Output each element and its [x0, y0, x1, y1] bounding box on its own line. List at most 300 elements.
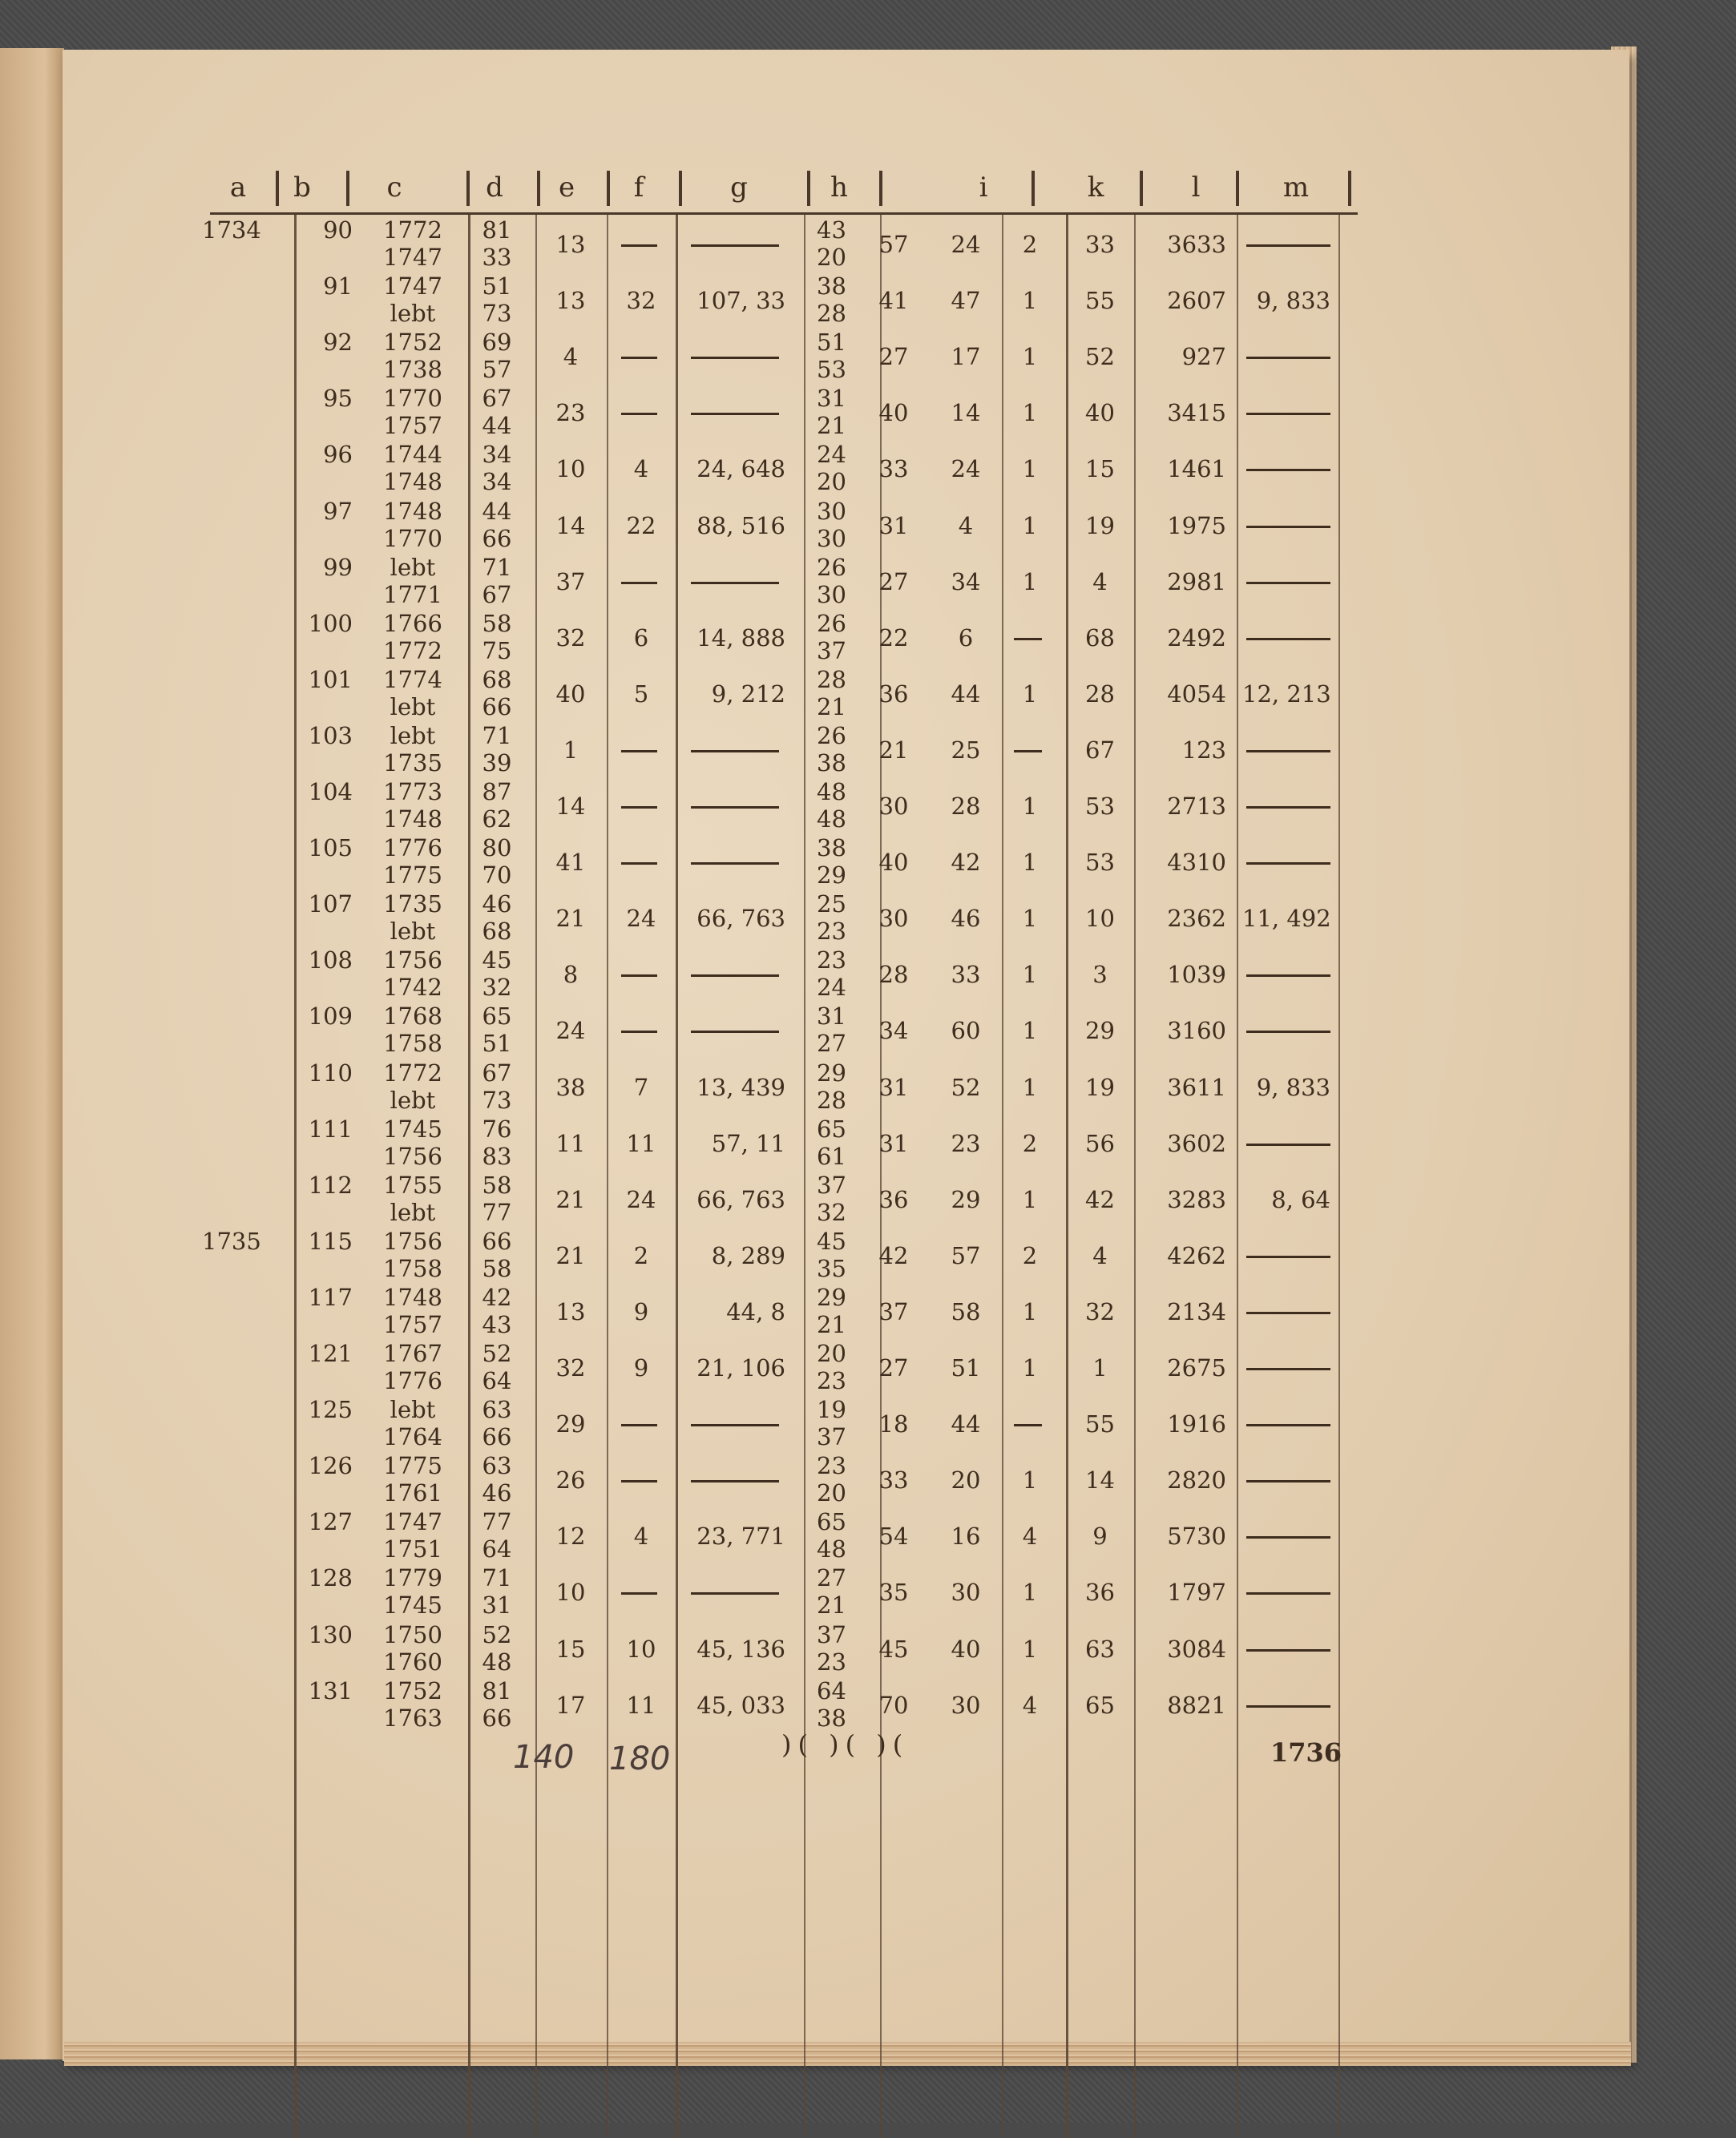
- cell-c-lower: 1748: [383, 468, 442, 496]
- cell-d-upper: 87: [482, 778, 512, 805]
- cell-i: 34: [878, 1017, 909, 1045]
- cell-i2: 57: [951, 1241, 981, 1269]
- cell-i3: 1: [1022, 511, 1038, 539]
- cell-c-upper: 1752: [383, 329, 442, 357]
- cell-l: 3084: [1167, 1635, 1226, 1663]
- cell-h-lower: 35: [817, 1254, 846, 1282]
- header-g: g: [730, 171, 748, 204]
- cell-d-upper: 51: [482, 272, 512, 301]
- cell-i: 45: [878, 1635, 909, 1663]
- cell-h-lower: 21: [817, 692, 846, 720]
- cell-d-lower: 66: [482, 1423, 512, 1451]
- cell-h-upper: 31: [817, 385, 846, 413]
- cell-l: 1797: [1167, 1579, 1226, 1607]
- cell-i2: 60: [951, 1017, 981, 1045]
- cell-d-upper: 65: [482, 1002, 512, 1031]
- cell-year: 1734: [202, 216, 261, 244]
- header-c: c: [386, 171, 402, 204]
- cell-h-upper: 29: [817, 1059, 846, 1087]
- cell-h-lower: 28: [817, 300, 846, 328]
- cell-i2: 14: [951, 399, 981, 427]
- cell-k: 36: [1085, 1579, 1115, 1607]
- cell-h-lower: 61: [817, 1142, 846, 1170]
- cell-i2: 25: [951, 736, 981, 764]
- cell-i: 27: [878, 1354, 909, 1382]
- table-row: [0, 890, 1736, 946]
- cell-e: 40: [555, 680, 586, 708]
- cell-k: 63: [1085, 1635, 1115, 1663]
- cell-c-upper: 1770: [383, 385, 442, 413]
- cell-k: 4: [1092, 1241, 1108, 1269]
- cell-g: 44, 8: [726, 1297, 785, 1325]
- cell-c-upper: lebt: [390, 1396, 436, 1424]
- cell-h-upper: 43: [817, 216, 846, 244]
- cell-d-lower: 64: [482, 1367, 512, 1394]
- cell-d-upper: 80: [482, 834, 512, 862]
- table-row: [0, 1284, 1736, 1340]
- empty-value-dash: [1246, 862, 1330, 865]
- cell-i3: 1: [1022, 1017, 1038, 1045]
- page-bottom-edge: [64, 2042, 1631, 2066]
- empty-value-dash: [621, 244, 657, 247]
- cell-b: 92: [323, 329, 353, 357]
- cell-h-upper: 64: [817, 1676, 846, 1704]
- cell-k: 40: [1085, 399, 1115, 427]
- cell-c-lower: 1748: [383, 805, 442, 833]
- cell-f: 6: [633, 623, 649, 651]
- cell-c-lower: 1770: [383, 524, 442, 552]
- cell-i2: 20: [951, 1466, 981, 1495]
- cell-i3: 1: [1022, 343, 1038, 371]
- cell-i3: 1: [1022, 1354, 1038, 1382]
- cell-h-lower: 21: [817, 412, 846, 440]
- table-row: [0, 216, 1736, 272]
- cell-h-lower: 30: [817, 524, 846, 552]
- cell-k: 53: [1085, 849, 1115, 877]
- cell-e: 8: [563, 961, 579, 989]
- empty-value-dash: [621, 806, 657, 809]
- empty-value-dash: [1246, 1031, 1330, 1033]
- cell-k: 56: [1085, 1129, 1115, 1157]
- cell-i3: 1: [1022, 1185, 1038, 1213]
- cell-i2: 52: [951, 1073, 981, 1101]
- cell-m: 12, 213: [1242, 680, 1331, 708]
- cell-c-upper: 1750: [383, 1620, 442, 1648]
- cell-f: 11: [626, 1691, 656, 1719]
- empty-value-dash: [1246, 413, 1330, 415]
- cell-i: 40: [878, 849, 909, 877]
- cell-h-lower: 37: [817, 1423, 846, 1451]
- cell-f: 5: [633, 680, 649, 708]
- cell-d-lower: 67: [482, 580, 512, 608]
- cell-e: 14: [555, 511, 586, 539]
- cell-c-lower: 1763: [383, 1704, 442, 1732]
- cell-i3: 1: [1022, 567, 1038, 595]
- cell-c-lower: lebt: [390, 1198, 436, 1226]
- empty-value-dash: [1246, 1480, 1330, 1482]
- cell-l: 2362: [1167, 905, 1226, 933]
- cell-i2: 4: [958, 511, 974, 539]
- cell-i: 27: [878, 567, 909, 595]
- table-row: [0, 1508, 1736, 1564]
- empty-value-dash: [691, 413, 779, 415]
- table-row: [0, 778, 1736, 834]
- cell-c-upper: 1755: [383, 1171, 442, 1199]
- table-row: [0, 1228, 1736, 1284]
- table-row: [0, 1621, 1736, 1677]
- cell-f: 10: [626, 1635, 656, 1663]
- cell-b: 97: [323, 497, 353, 525]
- cell-d-lower: 44: [482, 412, 512, 440]
- empty-value-dash: [621, 1424, 657, 1426]
- cell-c-upper: 1744: [383, 441, 442, 469]
- cell-i: 35: [878, 1579, 909, 1607]
- cell-l: 123: [1181, 736, 1226, 764]
- header-i: i: [979, 171, 988, 204]
- cell-i: 27: [878, 343, 909, 371]
- cell-d-lower: 66: [482, 524, 512, 552]
- cell-b: 99: [323, 553, 353, 581]
- cell-d-upper: 76: [482, 1115, 512, 1143]
- cell-c-upper: 1772: [383, 1059, 442, 1087]
- cell-d-upper: 71: [482, 553, 512, 581]
- cell-e: 14: [555, 793, 586, 820]
- cell-h-lower: 37: [817, 636, 846, 664]
- cell-h-lower: 20: [817, 1479, 846, 1507]
- cell-d-lower: 73: [482, 300, 512, 328]
- cell-k: 1: [1092, 1354, 1108, 1382]
- cell-g: 107, 33: [696, 287, 785, 315]
- cell-b: 109: [308, 1002, 353, 1031]
- cell-i: 54: [878, 1523, 909, 1551]
- cell-d-upper: 34: [482, 441, 512, 469]
- cell-d-lower: 48: [482, 1648, 512, 1676]
- cell-i2: 24: [951, 231, 981, 258]
- cell-l: 4054: [1167, 680, 1226, 708]
- cell-h-lower: 29: [817, 861, 846, 889]
- cell-d-upper: 81: [482, 1676, 512, 1704]
- empty-value-dash: [1246, 1536, 1330, 1539]
- cell-k: 3: [1092, 961, 1108, 989]
- cell-i: 36: [878, 1185, 909, 1213]
- cell-e: 21: [555, 1185, 586, 1213]
- cell-c-lower: lebt: [390, 918, 436, 946]
- cell-e: 37: [555, 567, 586, 595]
- header-m: m: [1282, 171, 1310, 204]
- table-row: [0, 834, 1736, 890]
- cell-b: 103: [308, 721, 353, 749]
- empty-value-dash: [1246, 1144, 1330, 1146]
- empty-value-dash: [1246, 1592, 1330, 1595]
- cell-h-upper: 38: [817, 272, 846, 301]
- cell-c-lower: 1757: [383, 1310, 442, 1338]
- table-row: [0, 1677, 1736, 1733]
- cell-h-lower: 48: [817, 805, 846, 833]
- handwritten-note-left: 140: [513, 1739, 575, 1776]
- cell-i3: 1: [1022, 961, 1038, 989]
- empty-value-dash: [691, 806, 779, 809]
- cell-i3: 1: [1022, 287, 1038, 315]
- cell-b: 100: [308, 609, 353, 637]
- cell-h-upper: 25: [817, 890, 846, 918]
- cell-i: 33: [878, 1466, 909, 1495]
- cell-h-upper: 23: [817, 946, 846, 974]
- empty-value-dash: [691, 1031, 779, 1033]
- cell-c-upper: 1772: [383, 216, 442, 244]
- cell-c-lower: 1745: [383, 1591, 442, 1620]
- cell-d-lower: 51: [482, 1030, 512, 1058]
- cell-d-lower: 31: [482, 1591, 512, 1620]
- empty-value-dash: [1246, 1256, 1330, 1258]
- empty-value-dash: [691, 750, 779, 752]
- cell-f: 24: [626, 1185, 656, 1213]
- table-row: [0, 1564, 1736, 1620]
- empty-value-dash: [691, 862, 779, 865]
- cell-d-lower: 32: [482, 974, 512, 1002]
- cell-c-lower: lebt: [390, 692, 436, 720]
- cell-d-upper: 81: [482, 216, 512, 244]
- cell-k: 52: [1085, 343, 1115, 371]
- cell-h-upper: 51: [817, 329, 846, 357]
- cell-i3: 1: [1022, 1073, 1038, 1101]
- table-row: [0, 1115, 1736, 1172]
- cell-i: 31: [878, 511, 909, 539]
- cell-i2: 46: [951, 905, 981, 933]
- cell-d-upper: 67: [482, 1059, 512, 1087]
- cell-i: 28: [878, 961, 909, 989]
- cell-k: 29: [1085, 1017, 1115, 1045]
- cell-h-lower: 27: [817, 1030, 846, 1058]
- cell-h-upper: 65: [817, 1115, 846, 1143]
- cell-i2: 16: [951, 1523, 981, 1551]
- empty-value-dash: [1246, 1312, 1330, 1314]
- cell-i2: 47: [951, 287, 981, 315]
- cell-e: 21: [555, 905, 586, 933]
- cell-k: 28: [1085, 680, 1115, 708]
- cell-c-upper: 1745: [383, 1115, 442, 1143]
- cell-c-upper: 1767: [383, 1340, 442, 1367]
- cell-c-upper: 1775: [383, 1452, 442, 1480]
- cell-m: 9, 833: [1256, 1073, 1330, 1101]
- cell-l: 3611: [1167, 1073, 1226, 1101]
- cell-i2: 44: [951, 1410, 981, 1438]
- table-row: [0, 722, 1736, 778]
- cell-k: 19: [1085, 1073, 1115, 1101]
- header-k: k: [1087, 171, 1104, 204]
- cell-e: 32: [555, 623, 586, 651]
- cell-b: 121: [308, 1340, 353, 1367]
- cell-i3: 1: [1022, 399, 1038, 427]
- cell-h-upper: 38: [817, 834, 846, 862]
- cell-k: 4: [1092, 567, 1108, 595]
- cell-l: 2134: [1167, 1297, 1226, 1325]
- cell-d-upper: 63: [482, 1396, 512, 1424]
- table-row: [0, 946, 1736, 1002]
- cell-i3: 2: [1022, 1129, 1038, 1157]
- cell-d-lower: 66: [482, 1704, 512, 1732]
- empty-value-dash: [1246, 750, 1330, 752]
- cell-i3: 2: [1022, 231, 1038, 258]
- empty-value-dash: [1014, 750, 1042, 752]
- cell-c-upper: 1774: [383, 665, 442, 693]
- cell-d-upper: 52: [482, 1340, 512, 1367]
- cell-c-upper: 1747: [383, 272, 442, 301]
- cell-i: 30: [878, 793, 909, 820]
- cell-i3: 1: [1022, 1466, 1038, 1495]
- cell-h-upper: 26: [817, 553, 846, 581]
- cell-c-upper: 1756: [383, 1227, 442, 1255]
- cell-d-lower: 39: [482, 748, 512, 777]
- cell-k: 32: [1085, 1297, 1115, 1325]
- cell-i: 57: [878, 231, 909, 258]
- cell-d-lower: 62: [482, 805, 512, 833]
- cell-f: 9: [633, 1354, 649, 1382]
- cell-l: 2713: [1167, 793, 1226, 820]
- cell-i2: 6: [958, 623, 974, 651]
- cell-k: 33: [1085, 231, 1115, 258]
- cell-g: 13, 439: [696, 1073, 785, 1101]
- header-a: a: [229, 171, 247, 204]
- cell-l: 3633: [1167, 231, 1226, 258]
- cell-g: 45, 033: [696, 1691, 785, 1719]
- cell-d-upper: 66: [482, 1227, 512, 1255]
- cell-d-upper: 69: [482, 329, 512, 357]
- cell-g: 24, 648: [696, 455, 785, 483]
- cell-b: 108: [308, 946, 353, 974]
- cell-c-lower: lebt: [390, 300, 436, 328]
- cell-d-lower: 57: [482, 356, 512, 384]
- table-row: [0, 329, 1736, 385]
- header-h: h: [830, 171, 848, 204]
- cell-c-lower: 1747: [383, 244, 442, 271]
- cell-h-upper: 29: [817, 1283, 846, 1311]
- cell-i3: 1: [1022, 455, 1038, 483]
- cell-d-upper: 42: [482, 1283, 512, 1311]
- cell-d-lower: 75: [482, 636, 512, 664]
- cell-k: 68: [1085, 623, 1115, 651]
- cell-c-lower: 1751: [383, 1535, 442, 1563]
- cell-e: 15: [555, 1635, 586, 1663]
- cell-e: 32: [555, 1354, 586, 1382]
- cell-h-upper: 30: [817, 497, 846, 525]
- cell-d-lower: 66: [482, 692, 512, 720]
- empty-value-dash: [1246, 1649, 1330, 1652]
- cell-b: 117: [308, 1283, 353, 1311]
- empty-value-dash: [621, 974, 657, 977]
- cell-d-upper: 68: [482, 665, 512, 693]
- cell-b: 130: [308, 1620, 353, 1648]
- cell-c-upper: 1779: [383, 1564, 442, 1592]
- empty-value-dash: [1246, 582, 1330, 584]
- cell-h-upper: 20: [817, 1340, 846, 1367]
- cell-h-upper: 28: [817, 665, 846, 693]
- cell-i3: 4: [1022, 1523, 1038, 1551]
- cell-d-upper: 52: [482, 1620, 512, 1648]
- cell-c-upper: 1768: [383, 1002, 442, 1031]
- header-b: b: [293, 171, 311, 204]
- cell-d-lower: 68: [482, 918, 512, 946]
- cell-k: 9: [1092, 1523, 1108, 1551]
- table-row: [0, 1452, 1736, 1508]
- cell-b: 107: [308, 890, 353, 918]
- cell-h-upper: 23: [817, 1452, 846, 1480]
- cell-i2: 51: [951, 1354, 981, 1382]
- cell-k: 42: [1085, 1185, 1115, 1213]
- cell-f: 11: [626, 1129, 656, 1157]
- cell-c-upper: 1756: [383, 946, 442, 974]
- cell-e: 12: [555, 1523, 586, 1551]
- empty-value-dash: [1246, 1368, 1330, 1370]
- cell-l: 3602: [1167, 1129, 1226, 1157]
- cell-l: 2981: [1167, 567, 1226, 595]
- cell-i: 37: [878, 1297, 909, 1325]
- cell-h-lower: 23: [817, 1367, 846, 1394]
- cell-l: 5730: [1167, 1523, 1226, 1551]
- cell-h-lower: 32: [817, 1198, 846, 1226]
- cell-f: 22: [626, 511, 656, 539]
- cell-b: 128: [308, 1564, 353, 1592]
- cell-d-upper: 46: [482, 890, 512, 918]
- cell-l: 1039: [1167, 961, 1226, 989]
- cell-e: 29: [555, 1410, 586, 1438]
- cell-d-upper: 44: [482, 497, 512, 525]
- cell-h-lower: 38: [817, 1704, 846, 1732]
- cell-i: 18: [878, 1410, 909, 1438]
- cell-m: 9, 833: [1256, 287, 1330, 315]
- cell-i3: 1: [1022, 680, 1038, 708]
- cell-i2: 23: [951, 1129, 981, 1157]
- cell-e: 21: [555, 1241, 586, 1269]
- cell-f: 24: [626, 905, 656, 933]
- cell-d-upper: 45: [482, 946, 512, 974]
- table-row: [0, 385, 1736, 441]
- cell-h-upper: 48: [817, 778, 846, 805]
- cell-m: 11, 492: [1242, 905, 1331, 933]
- cell-g: 57, 11: [711, 1129, 785, 1157]
- signature-mark: )( )( )(: [781, 1729, 910, 1760]
- cell-i: 30: [878, 905, 909, 933]
- cell-year: 1735: [202, 1227, 261, 1255]
- cell-l: 1916: [1167, 1410, 1226, 1438]
- cell-d-lower: 64: [482, 1535, 512, 1563]
- cell-c-lower: 1771: [383, 580, 442, 608]
- cell-i2: 24: [951, 455, 981, 483]
- cell-k: 14: [1085, 1466, 1115, 1495]
- header-f: f: [633, 171, 644, 204]
- cell-i2: 29: [951, 1185, 981, 1213]
- cell-i3: 1: [1022, 849, 1038, 877]
- table-row: [0, 498, 1736, 554]
- cell-e: 41: [555, 849, 586, 877]
- cell-b: 110: [308, 1059, 353, 1087]
- table-row: [0, 1396, 1736, 1452]
- cell-i2: 33: [951, 961, 981, 989]
- empty-value-dash: [1246, 526, 1330, 528]
- cell-g: 9, 212: [711, 680, 785, 708]
- cell-i2: 40: [951, 1635, 981, 1663]
- cell-i2: 44: [951, 680, 981, 708]
- empty-value-dash: [1246, 974, 1330, 977]
- cell-l: 3283: [1167, 1185, 1226, 1213]
- cell-c-lower: 1735: [383, 748, 442, 777]
- cell-e: 26: [555, 1466, 586, 1495]
- cell-c-lower: 1738: [383, 356, 442, 384]
- cell-h-lower: 53: [817, 356, 846, 384]
- cell-c-lower: 1775: [383, 861, 442, 889]
- cell-b: 90: [323, 216, 353, 244]
- cell-k: 53: [1085, 793, 1115, 820]
- cell-i2: 30: [951, 1579, 981, 1607]
